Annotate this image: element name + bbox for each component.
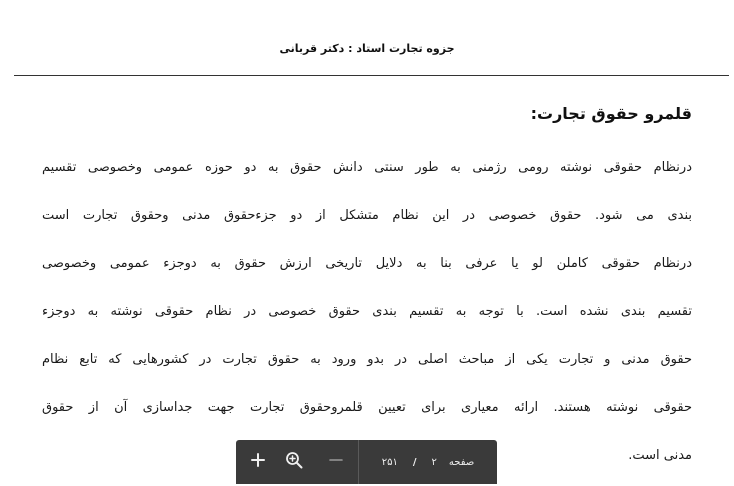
page-header: جزوه تجارت استاد : دکتر قربانی bbox=[279, 42, 455, 55]
paragraph-line: درنظام حقوقی نوشته رومی رژمنی به طور سنتی دانش حقوق به دو حوزه عمومی وخصوصی تقسیم bbox=[42, 160, 692, 175]
paragraph-line: بندی می شود. حقوق خصوصی در این نظام متشکل از دو جزءحقوق مدنی وحقوق تجارت است bbox=[42, 208, 692, 223]
zoom-in-button[interactable] bbox=[244, 440, 272, 484]
page-indicator bbox=[359, 440, 497, 484]
page-separator: / bbox=[412, 456, 417, 468]
paragraph-line: تقسیم بندی نشده است. با توجه به تقسیم بندی حقوق خصوصی در نظام حقوقی نوشته به دوجزء bbox=[42, 304, 692, 319]
body-paragraph bbox=[42, 150, 692, 486]
plus-icon bbox=[250, 452, 266, 472]
section-title: قلمرو حقوق تجارت: bbox=[530, 104, 692, 123]
header-divider bbox=[14, 75, 729, 76]
zoom-out-button[interactable] bbox=[322, 440, 350, 484]
paragraph-line: مدنی است. bbox=[628, 448, 692, 463]
current-page-number[interactable]: ۲ bbox=[431, 456, 437, 468]
paragraph-line: حقوقی نوشته هستند. ارائه معیاری برای تعیین قلمروحقوق تجارت جهت جداسازی آن از حقوق bbox=[42, 400, 692, 415]
paragraph-line: حقوق مدنی و تجارت یکی از مباحث اصلی در بدو ورود به حقوق تجارت در کشورهایی که تابع نظام bbox=[42, 352, 692, 367]
viewer-toolbar bbox=[236, 440, 497, 484]
magnifier-plus-icon bbox=[285, 451, 303, 473]
minus-icon bbox=[328, 452, 344, 472]
zoom-search-button[interactable] bbox=[280, 440, 308, 484]
paragraph-line: درنظام حقوقی کاملن لو یا عرفی بنا به دلایل تاریخی ارزش حقوق به دوجزء عمومی وخصوصی bbox=[42, 256, 692, 271]
total-pages: ۲۵۱ bbox=[381, 456, 398, 468]
page-label: صفحه bbox=[448, 456, 475, 468]
